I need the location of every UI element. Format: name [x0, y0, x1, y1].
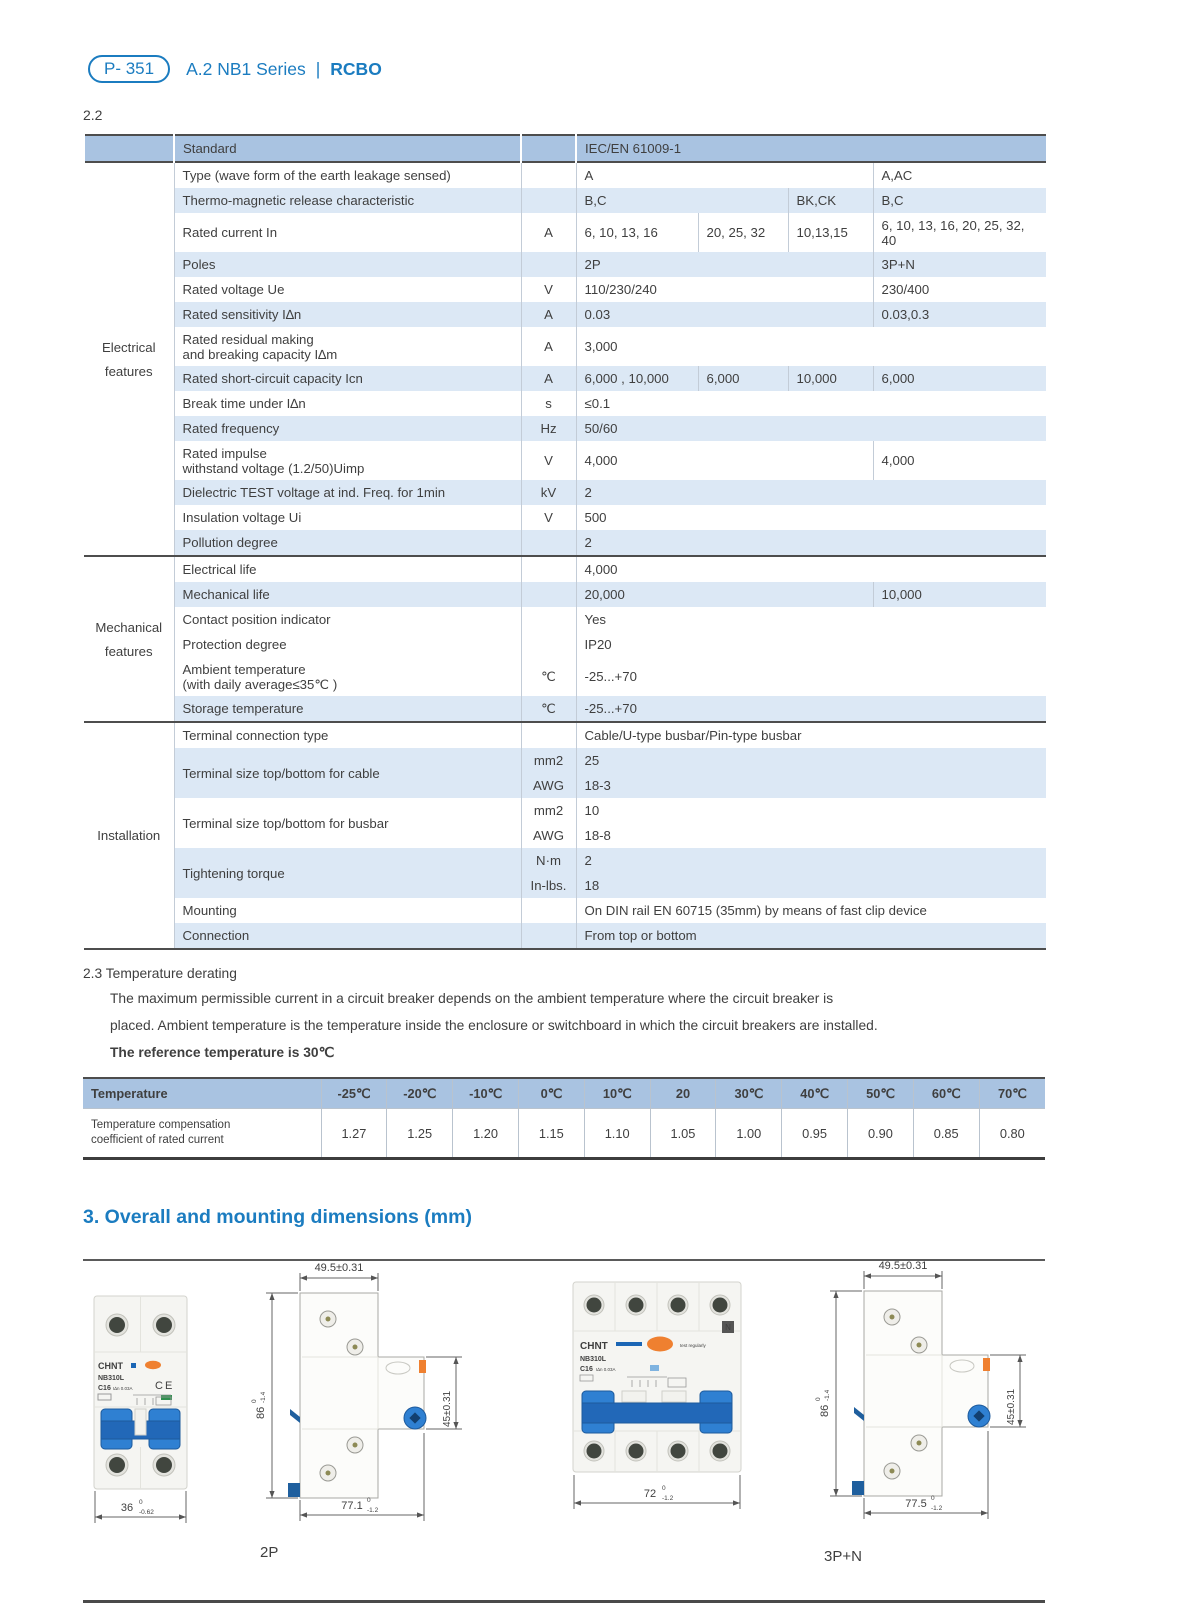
spec-row-label: Insulation voltage Ui: [174, 505, 521, 530]
svg-text:0: 0: [662, 1485, 666, 1492]
spec-value: 10,13,15: [788, 213, 873, 252]
spec-value: 4,000: [576, 556, 1046, 582]
sensitivity-label: I∆n 0.03A: [113, 1386, 133, 1391]
svg-text:-1.2: -1.2: [662, 1495, 674, 1502]
spec-unit: ℃: [521, 657, 576, 696]
spec-row: [84, 277, 1046, 302]
temp-coefficient: 1.15: [518, 1109, 584, 1159]
spec-row: [84, 391, 1046, 416]
test-button-icon: [145, 1361, 161, 1369]
spec-value: 500: [576, 505, 1046, 530]
spec-row-label: Type (wave form of the earth leakage sensed): [174, 162, 521, 188]
svg-text:-1.4: -1.4: [260, 1391, 267, 1403]
spec-row-label: Mounting: [174, 898, 521, 923]
spec-unit: [521, 135, 576, 162]
dim-width-3pn: [574, 1475, 740, 1509]
spec-value: 10,000: [873, 582, 1046, 607]
spec-row: [84, 366, 1046, 391]
spec-row-label: Rated impulse withstand voltage (1.2/50)Uimp: [174, 441, 521, 480]
test-button-icon: [983, 1358, 990, 1371]
spec-category: Installation: [84, 722, 174, 949]
temp-col-header: 50℃: [848, 1078, 914, 1109]
spec-value: 230/400: [873, 277, 1046, 302]
test-button-icon: [647, 1337, 673, 1352]
spec-value: Cable/U-type busbar/Pin-type busbar: [576, 722, 1046, 748]
spec-unit: [521, 530, 576, 556]
drawing-3pn-front: [572, 1281, 742, 1513]
spec-row: [84, 696, 1046, 722]
divider-line-bottom: [83, 1600, 1045, 1603]
spec-row: [84, 416, 1046, 441]
spec-unit: [521, 923, 576, 949]
temp-col-header: 30℃: [716, 1078, 782, 1109]
spec-row: [84, 848, 1046, 873]
temp-col-header: -25℃: [321, 1078, 387, 1109]
spec-value: From top or bottom: [576, 923, 1046, 949]
spec-row: [84, 162, 1046, 188]
spec-row-label: Rated voltage Ue: [174, 277, 521, 302]
temp-col-header: 40℃: [782, 1078, 848, 1109]
spec-unit: [521, 898, 576, 923]
label-3pn: 3P+N: [824, 1548, 862, 1565]
svg-text:72: 72: [643, 1488, 657, 1500]
temp-coefficient: 1.27: [321, 1109, 387, 1159]
spec-value: 18-8: [576, 823, 1046, 848]
svg-text:0: 0: [931, 1495, 935, 1502]
temp-coefficient: 0.90: [848, 1109, 914, 1159]
spec-row: [84, 327, 1046, 366]
spec-value: 2: [576, 480, 1046, 505]
spec-row: [84, 213, 1046, 252]
spec-unit: A: [521, 302, 576, 327]
spec-value: 3,000: [576, 327, 1046, 366]
svg-text:-0.62: -0.62: [139, 1509, 154, 1516]
rating-label: C16: [580, 1366, 593, 1373]
spec-row: [84, 556, 1046, 582]
spec-unit: s: [521, 391, 576, 416]
spec-row-label: Contact position indicator: [174, 607, 521, 632]
temperature-table: [83, 1077, 1045, 1160]
spec-value: 6,000 , 10,000: [576, 366, 698, 391]
spec-row: [84, 480, 1046, 505]
svg-text:0: 0: [815, 1397, 822, 1401]
spec-unit: [521, 607, 576, 632]
temp-data-row: [83, 1109, 1045, 1159]
spec-row: [84, 898, 1046, 923]
ce-mark: CE: [155, 1380, 175, 1392]
temp-coefficient: 0.80: [979, 1109, 1045, 1159]
spec-row-label: Standard: [174, 135, 521, 162]
spec-row: [84, 722, 1046, 748]
spec-category: [84, 135, 174, 162]
spec-row-label: Dielectric TEST voltage at ind. Freq. for 1min: [174, 480, 521, 505]
spec-value: 0.03: [576, 302, 873, 327]
svg-text:86: 86: [255, 1406, 267, 1419]
spec-value: 6,000: [698, 366, 788, 391]
drawing-2p-side: [228, 1261, 468, 1529]
spec-row: [84, 188, 1046, 213]
spec-row-label: Thermo-magnetic release characteristic: [174, 188, 521, 213]
spec-value: IEC/EN 61009-1: [576, 135, 1046, 162]
spec-value: 20,000: [576, 582, 873, 607]
dim-top-2p: [300, 1262, 378, 1291]
spec-row: [84, 252, 1046, 277]
spec-unit: [521, 722, 576, 748]
spec-value: 6, 10, 13, 16: [576, 213, 698, 252]
svg-text:77.1: 77.1: [341, 1500, 363, 1512]
spec-row: [84, 607, 1046, 632]
section-2-2-label: 2.2: [83, 107, 103, 123]
spec-row-label: Pollution degree: [174, 530, 521, 556]
spec-unit: Hz: [521, 416, 576, 441]
svg-text:-1.4: -1.4: [824, 1389, 831, 1401]
spec-value: 4,000: [576, 441, 873, 480]
temp-coefficient: 1.05: [650, 1109, 716, 1159]
spec-category: Mechanical features: [84, 556, 174, 722]
spec-unit: mm2: [521, 748, 576, 773]
spec-category: Electrical features: [84, 162, 174, 556]
temp-col-header: -20℃: [387, 1078, 453, 1109]
dim-width-2p: [95, 1491, 186, 1523]
spec-unit: kV: [521, 480, 576, 505]
spec-row-label: Terminal size top/bottom for cable: [174, 748, 521, 798]
title-separator: |: [315, 58, 321, 79]
dim-right-3pn: [990, 1355, 1026, 1427]
temp-coefficient: 1.10: [584, 1109, 650, 1159]
svg-text:86: 86: [819, 1404, 831, 1417]
spec-row-label: Terminal connection type: [174, 722, 521, 748]
spec-value: 18-3: [576, 773, 1046, 798]
temp-coefficient: 1.00: [716, 1109, 782, 1159]
spec-row-label: Break time under I∆n: [174, 391, 521, 416]
spec-unit: A: [521, 327, 576, 366]
spec-value: 3P+N: [873, 252, 1046, 277]
spec-unit: [521, 162, 576, 188]
section-3-title: 3. Overall and mounting dimensions (mm): [83, 1206, 472, 1228]
spec-row-label: Electrical life: [174, 556, 521, 582]
dim-right-2p: [426, 1357, 462, 1429]
test-note: test regularly: [680, 1343, 706, 1348]
derating-reference-line: The reference temperature is 30℃: [110, 1045, 335, 1060]
spec-value: 25: [576, 748, 1046, 773]
drawing-3pn-side: [792, 1259, 1032, 1527]
model-label: NB310L: [580, 1356, 607, 1363]
temp-header-label: Temperature: [83, 1078, 321, 1109]
spec-row-label: Rated sensitivity I∆n: [174, 302, 521, 327]
brand-logo: CHNT: [98, 1361, 123, 1371]
label-2p: 2P: [260, 1544, 279, 1561]
spec-row-label: Mechanical life: [174, 582, 521, 607]
spec-unit: V: [521, 277, 576, 302]
spec-row: [84, 632, 1046, 657]
spec-unit: mm2: [521, 798, 576, 823]
spec-value: 10: [576, 798, 1046, 823]
spec-row: [84, 657, 1046, 696]
dim-top-3pn: [864, 1260, 942, 1289]
spec-row: [84, 923, 1046, 949]
spec-table: [83, 134, 1046, 950]
status-indicator-icon: [161, 1395, 172, 1400]
spec-row: [84, 798, 1046, 823]
svg-text:-1.2: -1.2: [367, 1507, 379, 1514]
spec-unit: [521, 632, 576, 657]
din-clip-icon: [288, 1483, 300, 1497]
spec-value: 6,000: [873, 366, 1046, 391]
spec-unit: AWG: [521, 773, 576, 798]
test-button-icon: [419, 1360, 426, 1373]
sensitivity-label: I∆n 0.03A: [596, 1367, 616, 1372]
temp-col-header: 20: [650, 1078, 716, 1109]
spec-value: 18: [576, 873, 1046, 898]
page-header: [88, 0, 1191, 83]
spec-value: IP20: [576, 632, 1046, 657]
spec-value: 10,000: [788, 366, 873, 391]
page-number-badge: P- 351: [88, 55, 170, 83]
spec-unit: V: [521, 505, 576, 530]
spec-row-label: Ambient temperature (with daily average≤35℃ ): [174, 657, 521, 696]
temp-coefficient: 0.85: [913, 1109, 979, 1159]
spec-unit: [521, 556, 576, 582]
spec-value: Yes: [576, 607, 1046, 632]
spec-row-label: Rated current In: [174, 213, 521, 252]
spec-unit: A: [521, 366, 576, 391]
derating-text-line2: placed. Ambient temperature is the temperature inside the enclosure or switchboard in which the circuit breakers are installed.: [110, 1018, 878, 1033]
spec-value: ≤0.1: [576, 391, 1046, 416]
svg-text:45±0.31: 45±0.31: [442, 1390, 453, 1427]
spec-unit: In-lbs.: [521, 873, 576, 898]
spec-unit: [521, 252, 576, 277]
spec-row: [84, 748, 1046, 773]
svg-text:0: 0: [367, 1497, 371, 1504]
spec-value: On DIN rail EN 60715 (35mm) by means of fast clip device: [576, 898, 1046, 923]
svg-text:0: 0: [139, 1499, 143, 1506]
temp-col-header: 0℃: [518, 1078, 584, 1109]
spec-unit: A: [521, 213, 576, 252]
svg-text:36: 36: [120, 1502, 134, 1514]
spec-row: [84, 505, 1046, 530]
spec-value: 20, 25, 32: [698, 213, 788, 252]
page-title: [186, 59, 382, 80]
derating-text-line1: The maximum permissible current in a circuit breaker depends on the ambient temperature where the circuit breaker is: [110, 991, 834, 1006]
temp-coefficient: 0.95: [782, 1109, 848, 1159]
neutral-pole-mark: N: [725, 1323, 731, 1332]
spec-row-label: Protection degree: [174, 632, 521, 657]
spec-value: 6, 10, 13, 16, 20, 25, 32, 40: [873, 213, 1046, 252]
spec-row-label: Storage temperature: [174, 696, 521, 722]
spec-value: BK,CK: [788, 188, 873, 213]
spec-header-row: [84, 135, 1046, 162]
spec-row-label: Rated short-circuit capacity Icn: [174, 366, 521, 391]
spec-unit: [521, 582, 576, 607]
temperature-derating-section: [83, 966, 1191, 1061]
spec-value: A,AC: [873, 162, 1046, 188]
series-title: A.2 NB1 Series: [186, 58, 306, 79]
spec-row-label: Poles: [174, 252, 521, 277]
spec-value: B,C: [873, 188, 1046, 213]
spec-row: [84, 441, 1046, 480]
spec-unit: ℃: [521, 696, 576, 722]
spec-row: [84, 530, 1046, 556]
spec-row-label: Connection: [174, 923, 521, 949]
temp-col-header: 10℃: [584, 1078, 650, 1109]
dim-height-3pn: [815, 1291, 862, 1496]
spec-row: [84, 582, 1046, 607]
temp-row-label: Temperature compensation coefficient of rated current: [83, 1109, 321, 1159]
brand-logo: CHNT: [580, 1341, 608, 1352]
spec-value: 0.03,0.3: [873, 302, 1046, 327]
product-title: RCBO: [330, 58, 382, 79]
spec-value: B,C: [576, 188, 788, 213]
svg-text:45±0.31: 45±0.31: [1006, 1388, 1017, 1425]
spec-value: 50/60: [576, 416, 1046, 441]
rating-label: C16: [98, 1385, 111, 1392]
spec-row-label: Terminal size top/bottom for busbar: [174, 798, 521, 848]
spec-unit: N·m: [521, 848, 576, 873]
svg-text:-1.2: -1.2: [931, 1505, 943, 1512]
spec-value: 4,000: [873, 441, 1046, 480]
model-label: NB310L: [98, 1375, 125, 1382]
temp-header-row: [83, 1078, 1045, 1109]
drawing-2p-front: [93, 1295, 188, 1527]
spec-row-label: Tightening torque: [174, 848, 521, 898]
svg-text:77.5: 77.5: [905, 1498, 927, 1510]
spec-row-label: Rated residual making and breaking capacity I∆m: [174, 327, 521, 366]
spec-table-body: [84, 135, 1046, 949]
temp-col-header: -10℃: [453, 1078, 519, 1109]
temp-col-header: 70℃: [979, 1078, 1045, 1109]
spec-unit: AWG: [521, 823, 576, 848]
spec-unit: V: [521, 441, 576, 480]
spec-value: 2P: [576, 252, 873, 277]
spec-value: 2: [576, 848, 1046, 873]
spec-unit: [521, 188, 576, 213]
spec-row-label: Rated frequency: [174, 416, 521, 441]
spec-value: 110/230/240: [576, 277, 873, 302]
svg-text:49.5±0.31: 49.5±0.31: [878, 1260, 928, 1272]
spec-row: [84, 302, 1046, 327]
spec-value: 2: [576, 530, 1046, 556]
temp-coefficient: 1.25: [387, 1109, 453, 1159]
svg-text:49.5±0.31: 49.5±0.31: [314, 1262, 364, 1274]
temp-col-header: 60℃: [913, 1078, 979, 1109]
spec-value: -25...+70: [576, 657, 1046, 696]
spec-value: A: [576, 162, 873, 188]
din-clip-icon: [852, 1481, 864, 1495]
spec-value: -25...+70: [576, 696, 1046, 722]
section-2-3-heading: 2.3 Temperature derating: [83, 966, 237, 981]
dimension-drawings: [0, 1259, 1191, 1611]
dim-height-2p: [251, 1293, 298, 1498]
temp-coefficient: 1.20: [453, 1109, 519, 1159]
svg-text:0: 0: [251, 1399, 258, 1403]
